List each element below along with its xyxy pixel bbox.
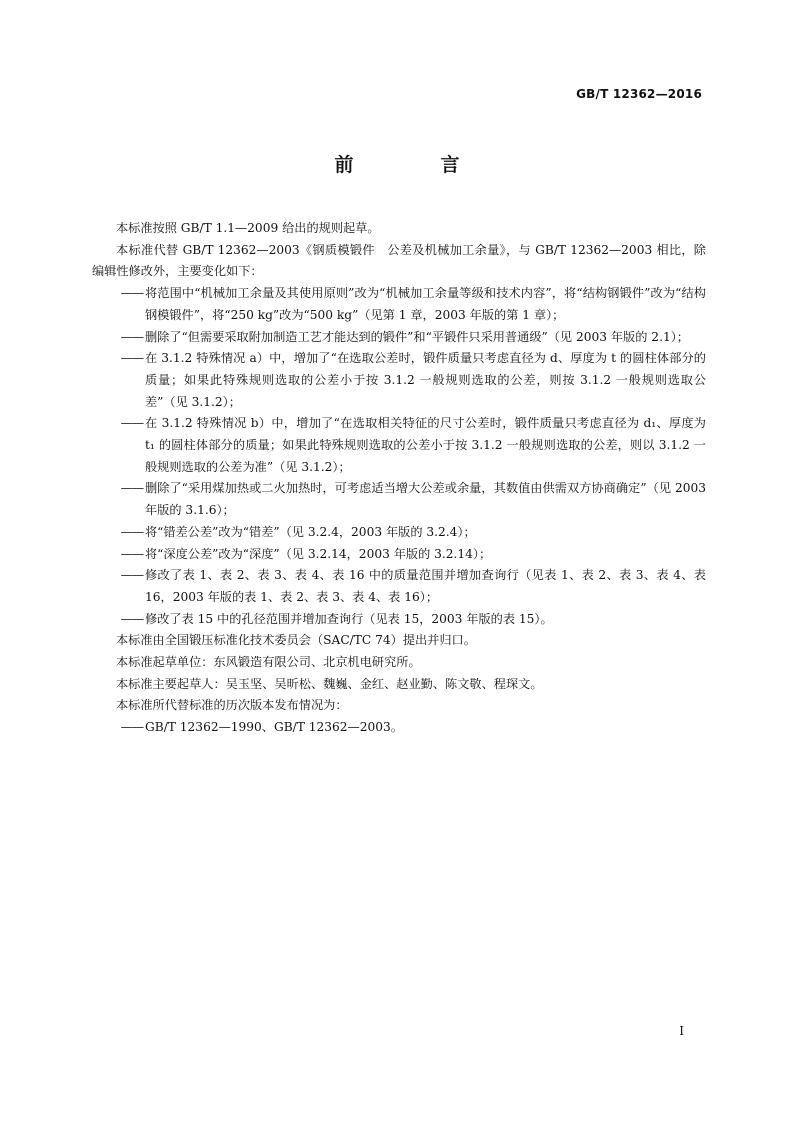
list-item-text: 将“深度公差”改为“深度”（见 3.2.14，2003 年版的 3.2.14）； bbox=[145, 546, 492, 561]
list-item bbox=[92, 327, 706, 349]
list-item-text: 修改了表 15 中的孔径范围并增加查询行（见表 15，2003 年版的表 15）。 bbox=[145, 611, 553, 626]
foreword-body bbox=[92, 218, 706, 739]
dash-marker: —— bbox=[120, 524, 143, 539]
list-item bbox=[92, 544, 706, 566]
list-item bbox=[92, 413, 706, 478]
page-title: 前 言 bbox=[334, 154, 494, 176]
paragraph-drafting-rules: 本标准按照 GB/T 1.1—2009 给出的规则起草。 bbox=[116, 221, 380, 235]
list-item bbox=[92, 717, 706, 739]
list-item bbox=[92, 478, 706, 521]
list-item-text: 在 3.1.2 特殊情况 a）中，增加了“在选取公差时，锻件质量只考虑直径为 d、厚度为 t 的圆柱体部分的质量；如果此特殊规则选取的公差小于按 3.1.2 一般规则选取的公差，则按 3.1.2 一般规则选取公差”（见 3.1.2）； bbox=[145, 351, 706, 409]
page-number: I bbox=[679, 1024, 684, 1038]
list-item bbox=[92, 348, 706, 413]
dash-marker: —— bbox=[120, 720, 143, 735]
paragraph-committee: 本标准由全国锻压标准化技术委员会（SAC/TC 74）提出并归口。 bbox=[116, 633, 476, 648]
dash-marker: —— bbox=[120, 546, 143, 561]
paragraph-drafting-units: 本标准起草单位：东风锻造有限公司、北京机电研究所。 bbox=[116, 655, 421, 670]
dash-marker: —— bbox=[120, 611, 143, 626]
list-item bbox=[92, 283, 706, 326]
dash-marker: —— bbox=[120, 351, 143, 366]
list-item bbox=[92, 522, 706, 544]
list-item-text: 删除了“采用煤加热或二火加热时，可考虑适当增大公差或余量，其数值由供需双方协商确定”（见 2003 年版的 3.1.6）； bbox=[145, 481, 706, 518]
list-item-text: 修改了表 1、表 2、表 3、表 4、表 16 中的质量范围并增加查询行（见表 1、表 2、表 3、表 4、表 16，2003 年版的表 1、表 2、表 3、表 4、表 16）； bbox=[145, 568, 706, 604]
list-item-text: GB/T 12362—1990、GB/T 12362—2003。 bbox=[145, 720, 403, 735]
list-item-text: 在 3.1.2 特殊情况 b）中，增加了“在选取相关特征的尺寸公差时，锻件质量只考虑直径为 d₁、厚度为 t₁ 的圆柱体部分的质量；如果此特殊规则选取的公差小于按 3.1.2 一般规则选取的公差，则以 3.1.2 一般规则选取的公差为准”（见 3.1.2）； bbox=[145, 416, 706, 474]
dash-marker: —— bbox=[120, 286, 143, 301]
dash-marker: —— bbox=[120, 329, 143, 344]
standard-number: GB/T 12362—2016 bbox=[576, 87, 702, 101]
list-item-text: 删除了“但需要采取附加制造工艺才能达到的锻件”和“平锻件只采用普通级”（见 2003 年版的 2.1）； bbox=[145, 329, 689, 344]
paragraph-replacement: 本标准代替 GB/T 12362—2003《钢质模锻件 公差及机械加工余量》，与 GB/T 12362—2003 相比，除编辑性修改外，主要变化如下： bbox=[92, 242, 706, 279]
dash-marker: —— bbox=[120, 481, 143, 496]
list-item bbox=[92, 565, 706, 608]
paragraph-drafters: 本标准主要起草人：吴玉坚、吴昕松、魏巍、金红、赵业勤、陈文敬、程琛文。 bbox=[116, 676, 543, 691]
paragraph-history: 本标准所代替标准的历次版本发布情况为： bbox=[116, 698, 348, 713]
dash-marker: —— bbox=[120, 568, 143, 583]
dash-marker: —— bbox=[120, 416, 143, 431]
list-item bbox=[92, 609, 706, 631]
list-item-text: 将“错差公差”改为“错差”（见 3.2.4，2003 年版的 3.2.4）； bbox=[145, 524, 476, 539]
list-item-text: 将范围中“机械加工余量及其使用原则”改为“机械加工余量等级和技术内容”，将“结构钢锻件”改为“结构钢模锻件”，将“250 kg”改为“500 kg”（见第 1 章，2003 年版的第 1 章）； bbox=[145, 286, 706, 322]
